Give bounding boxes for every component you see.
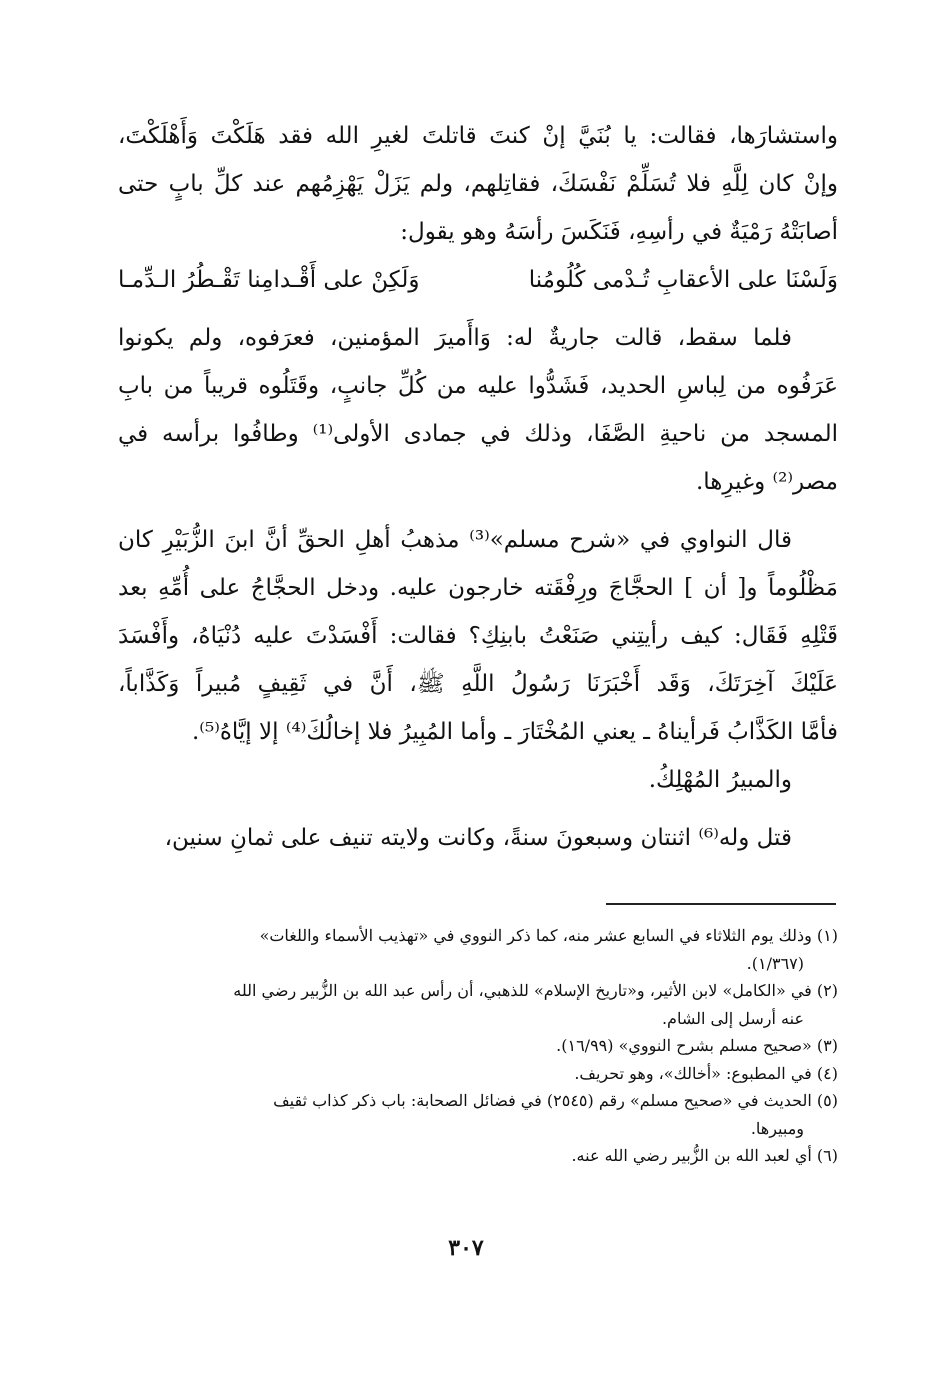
footnote-divider bbox=[606, 903, 836, 905]
footnote-line: (١/٣٦٧). bbox=[746, 953, 804, 973]
text-line: والمبيرُ المُهْلِكُ. bbox=[648, 767, 792, 793]
footnote-line: (١) وذلك يوم الثلاثاء في السابع عشر منه، كما ذكر النووي في «تهذيب الأسماء واللغات» bbox=[259, 926, 838, 945]
footnotes bbox=[118, 922, 838, 1170]
text-line: مَظْلُوماً و[ أن ] الحجَّاجَ ورِفْقَته خارجون عليه. ودخل الحجَّاجُ على أُمِّهِ بعد bbox=[118, 575, 838, 601]
verse-first-hemistich: وَلَسْنَا على الأعقابِ تُـدْمى كُلُومُنا bbox=[528, 267, 838, 293]
footnote-line: (٣) «صحيح مسلم بشرح النووي» (١٦/٩٩). bbox=[556, 1036, 838, 1055]
footnote-line: ومبيرها. bbox=[750, 1118, 804, 1138]
text-line: المسجد من ناحيةِ الصَّفَا، وذلك في جمادى الأولى⁽¹⁾ وطافُوا برأسه في bbox=[118, 421, 838, 447]
footnote-line: عنه أرسل إلى الشام. bbox=[661, 1008, 804, 1028]
verse-second-hemistich: وَلَكِنْ على أَقْـدامِنا تَقْـطُرُ الـدِّمـا bbox=[118, 267, 420, 293]
footnote-line: (٢) في «الكامل» لابن الأثير، و«تاريخ الإسلام» للذهبي، أن رأس عبد الله بن الزُّبير رضي الله bbox=[233, 981, 838, 1000]
main-text bbox=[118, 112, 838, 862]
text-line: قال النواوي في «شرح مسلم»⁽³⁾ مذهبُ أهلِ الحقِّ أنَّ ابنَ الزُّبَيْرِ كان bbox=[118, 527, 792, 553]
text-line: مصر⁽²⁾ وغيرِها. bbox=[695, 469, 838, 495]
text-line: عَلَيْكَ آخِرَتَكَ، وَقَد أَخْبَرَنَا رَسُولُ اللَّهِ ﷺ، أَنَّ في ثَقِيفٍ مُبيراً وَكَذَّاباً، bbox=[118, 671, 838, 697]
text-line: عَرَفُوه من لِباسِ الحديد، فَشَدُّوا عليه من كُلِّ جانبٍ، وقَتَلُوه قريباً من بابِ bbox=[118, 373, 838, 399]
text-line: قَتْلِهِ فَقَال: كيف رأيتِني صَنَعْتُ بابنِكِ؟ فقالت: أَفْسَدْتَ عليه دُنْيَاهُ، وأَفْسَدَ bbox=[118, 623, 838, 649]
text-line: واستشارَها، فقالت: يا بُنَيَّ إنْ كنتَ قاتلتَ لغيرِ الله فقد هَلَكْتَ وَأَهْلَكْتَ، bbox=[118, 123, 838, 149]
text-line: فأمَّا الكَذَّابُ فَرأيناهُ ـ يعني المُخْتَارَ ـ وأما المُبِيرُ فلا إخالُكَ⁽⁴⁾ إلا إيَّاهُ⁽⁵⁾. bbox=[192, 719, 838, 745]
text-line: فلما سقط، قالت جاريةٌ له: وَاأَميرَ المؤمنين، فعرَفوه، ولم يكونوا bbox=[118, 325, 792, 351]
text-line: وإنْ كان لِلَّهِ فلا تُسَلِّمْ نَفْسَكَ، فقاتِلهم، ولم يَزَلْ يَهْزِمُهم عند كلِّ بابٍ حتى bbox=[118, 171, 838, 197]
text-line: أصابَتْهُ رَمْيَةٌ في رأسِهِ، فَنَكَسَ رأسَهُ وهو يقول: bbox=[400, 219, 838, 245]
page-number: ٣٠٧ bbox=[448, 1235, 484, 1261]
footnote-line: (٦) أي لعبد الله بن الزُّبير رضي الله عنه. bbox=[571, 1146, 838, 1165]
poetry-verse bbox=[118, 256, 838, 304]
footnote-line: (٥) الحديث في «صحيح مسلم» رقم (٢٥٤٥) في فضائل الصحابة: باب ذكر كذاب ثقيف bbox=[273, 1091, 838, 1110]
footnote-line: (٤) في المطبوع: «أخالك»، وهو تحريف. bbox=[574, 1063, 838, 1083]
text-line: قتل وله⁽⁶⁾ اثنتان وسبعونَ سنةً، وكانت ولايته تنيف على ثمانِ سنين، bbox=[164, 825, 792, 851]
